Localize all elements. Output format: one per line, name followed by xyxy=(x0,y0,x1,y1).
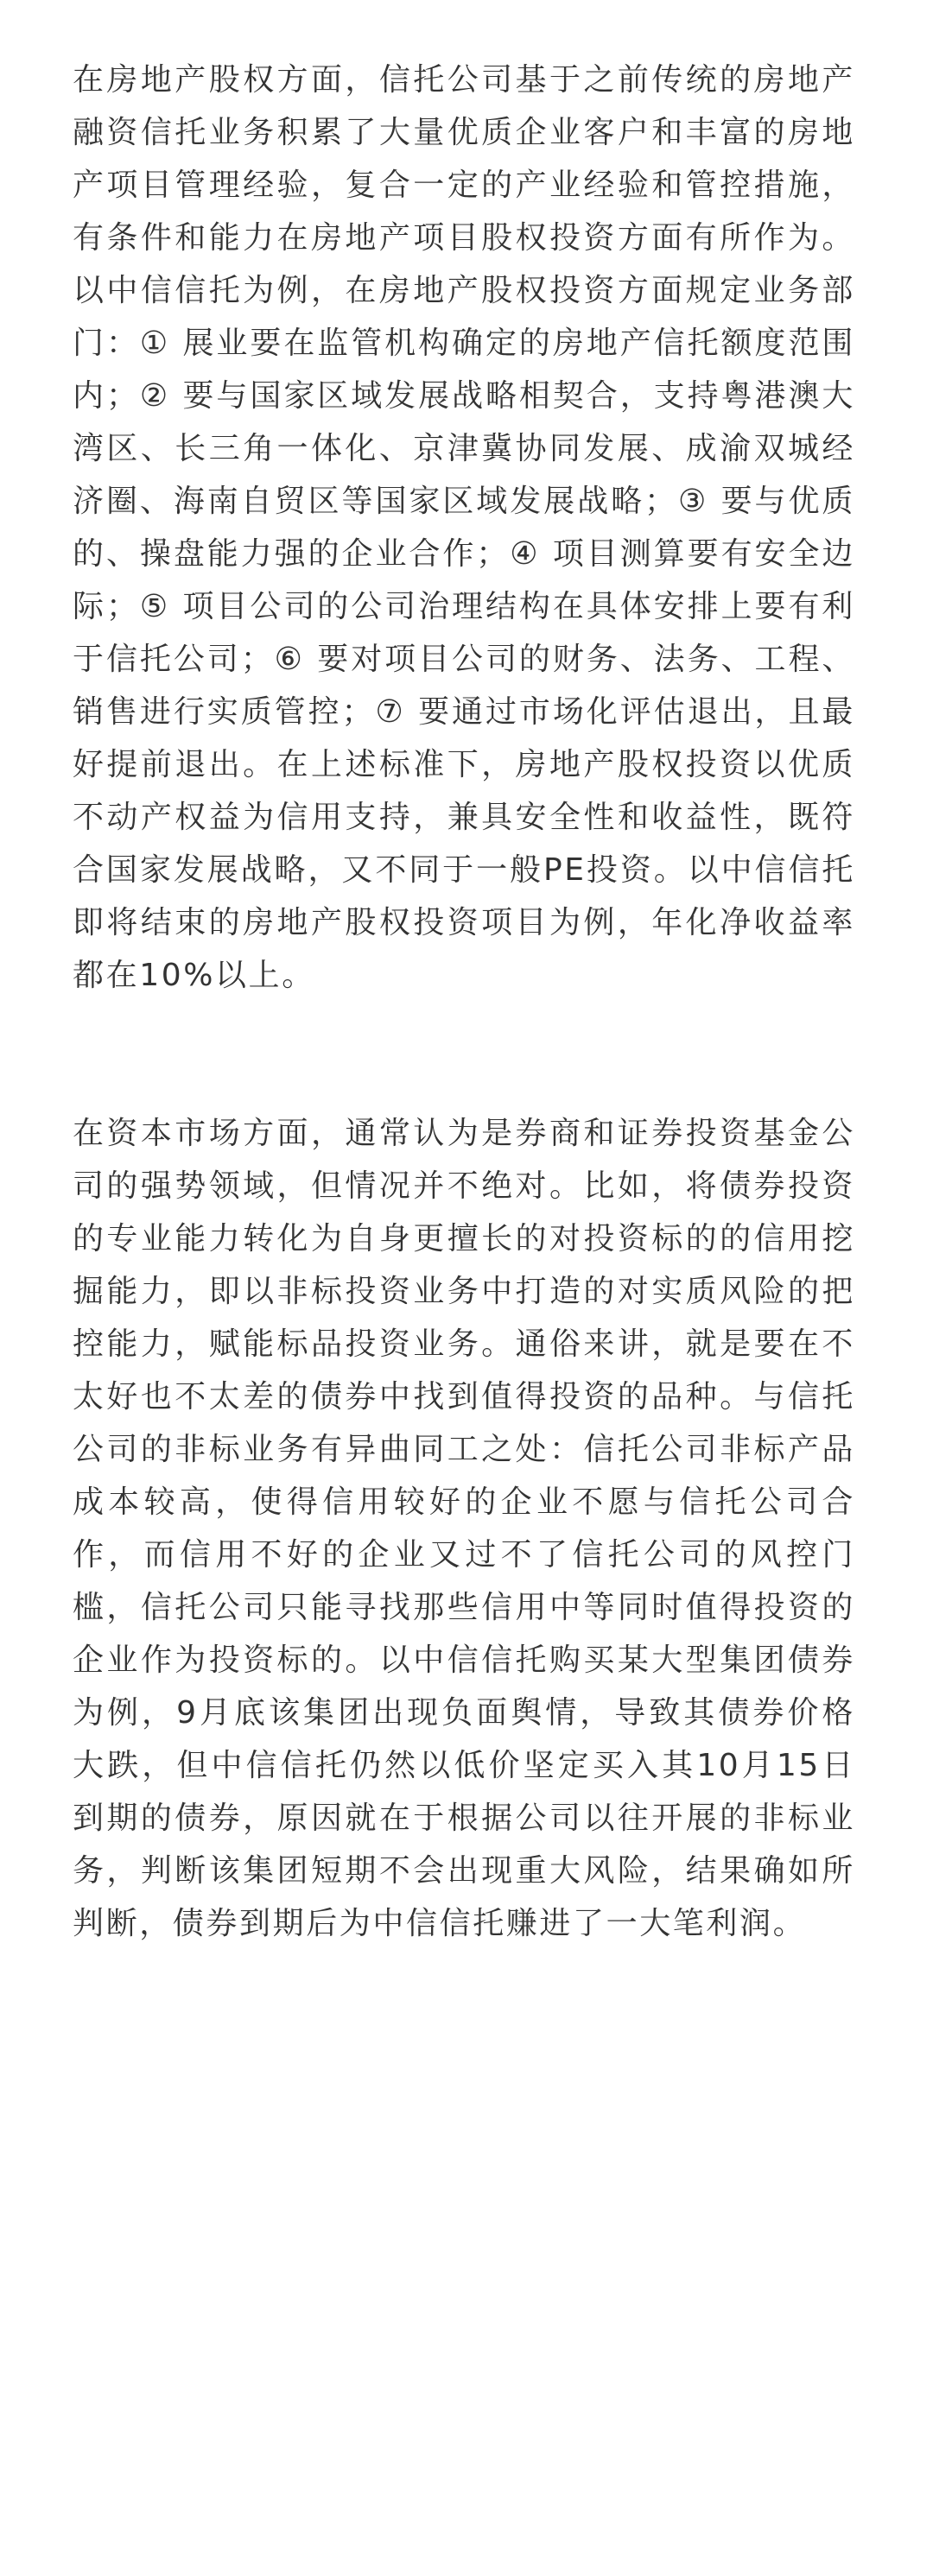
paragraph-real-estate-equity: 在房地产股权方面，信托公司基于之前传统的房地产融资信托业务积累了大量优质企业客户和丰富的房地产项目管理经验，复合一定的产业经验和管控措施，有条件和能力在房地产项目股权投资方面有所作为。以中信信托为例，在房地产股权投资方面规定业务部门：① 展业要在监管机构确定的房地产信托额度范围内；② 要与国家区域发展战略相契合，支持粤港澳大湾区、长三角一体化、京津冀协同发展、成渝双城经济圈、海南自贸区等国家区域发展战略；③ 要与优质的、操盘能力强的企业合作；④ 项目测算要有安全边际；⑤ 项目公司的公司治理结构在具体安排上要有利于信托公司；⑥ 要对项目公司的财务、法务、工程、销售进行实质管控；⑦ 要通过市场化评估退出，且最好提前退出。在上述标准下，房地产股权投资以优质不动产权益为信用支持，兼具安全性和收益性，既符合国家发展战略，又不同于一般PE投资。以中信信托即将结束的房地产股权投资项目为例，年化净收益率都在10%以上。 xyxy=(73,62,855,993)
paragraph-capital-market: 在资本市场方面，通常认为是券商和证券投资基金公司的强势领域，但情况并不绝对。比如，将债券投资的专业能力转化为自身更擅长的对投资标的的信用挖掘能力，即以非标投资业务中打造的对实质风险的把控能力，赋能标品投资业务。通俗来讲，就是要在不太好也不太差的债券中找到值得投资的品种。与信托公司的非标业务有异曲同工之处：信托公司非标产品成本较高，使得信用较好的企业不愿与信托公司合作，而信用不好的企业又过不了信托公司的风控门槛，信托公司只能寻找那些信用中等同时值得投资的企业作为投资标的。以中信信托购买某大型集团债券为例，9月底该集团出现负面舆情，导致其债券价格大跌，但中信信托仍然以低价坚定买入其10月15日到期的债券，原因就在于根据公司以往开展的非标业务，判断该集团短期不会出现重大风险，结果确如所判断，债券到期后为中信信托赚进了一大笔利润。 xyxy=(73,1116,855,1941)
